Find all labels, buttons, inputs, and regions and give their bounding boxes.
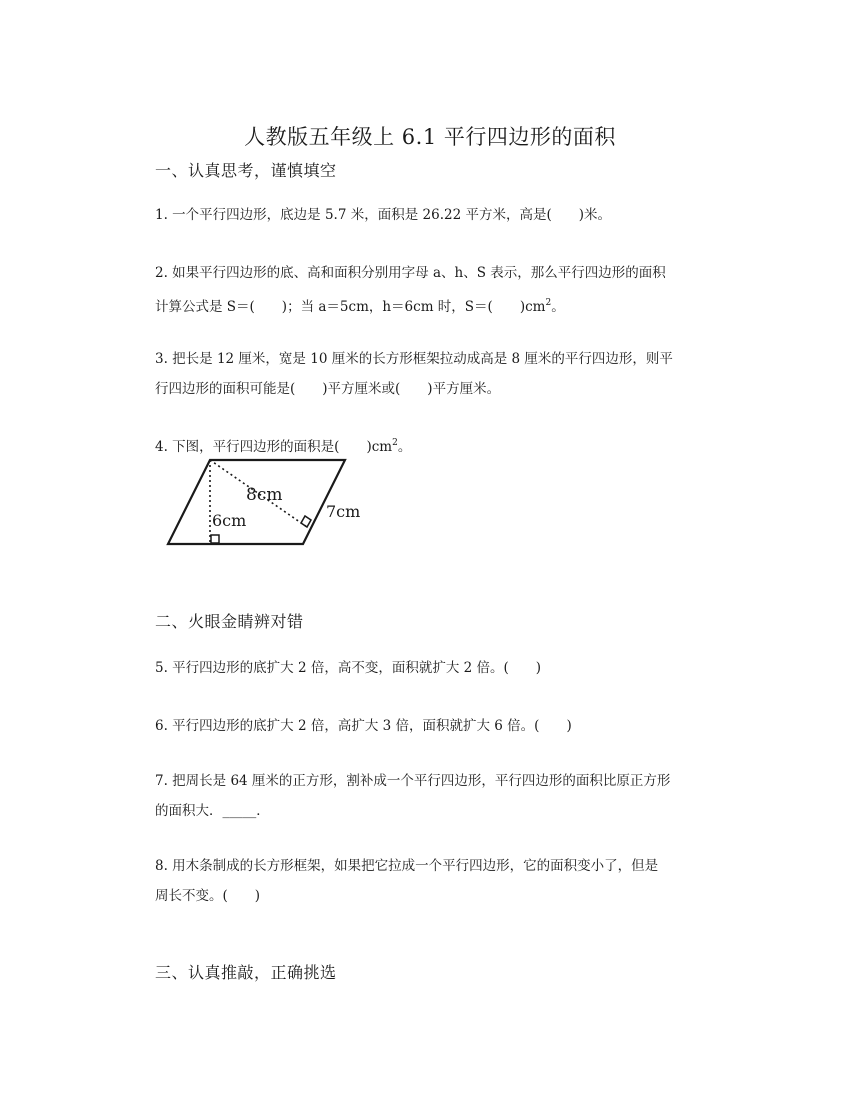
question-3 xyxy=(155,344,715,404)
page-title: 人教版五年级上 6.1 平行四边形的面积 xyxy=(244,125,616,149)
question-5: 5. 平行四边形的底扩大 2 倍，高不变，面积就扩大 2 倍。( ) xyxy=(155,660,542,676)
section-heading-multiple-choice: 三、认真推敲，正确挑选 xyxy=(155,963,337,982)
right-angle-mark-bottom xyxy=(211,535,219,543)
question-3-line-2: 行四边形的面积可能是( )平方厘米或( )平方厘米。 xyxy=(155,381,501,397)
question-2-superscript: 2 xyxy=(545,298,552,308)
question-7-line-1: 7. 把周长是 64 厘米的正方形，割补成一个平行四边形，平行四边形的面积比原正方形 xyxy=(155,773,671,789)
question-8-line-2: 周长不变。( ) xyxy=(155,888,261,904)
question-8 xyxy=(155,851,715,911)
height-label: 6cm xyxy=(212,511,247,530)
question-2 xyxy=(155,258,715,322)
question-2-line-2 xyxy=(155,288,715,322)
question-8-line-1: 8. 用木条制成的长方形框架，如果把它拉成一个平行四边形，它的面积变小了，但是 xyxy=(155,858,659,874)
question-4-end: 。 xyxy=(397,439,412,455)
question-4-superscript: 2 xyxy=(392,438,398,448)
parallelogram-figure xyxy=(160,452,370,552)
question-2-line-1: 2. 如果平行四边形的底、高和面积分别用字母 a、h、S 表示，那么平行四边形的面积 xyxy=(155,265,666,281)
question-6: 6. 平行四边形的底扩大 2 倍，高扩大 3 倍，面积就扩大 6 倍。( ) xyxy=(155,718,572,734)
diagonal-label: 8cm xyxy=(246,485,283,505)
side-label: 7cm xyxy=(326,502,361,521)
section-heading-fill-in: 一、认真思考，谨慎填空 xyxy=(155,161,337,180)
question-7-line-2: 的面积大．_____． xyxy=(155,803,270,819)
question-1: 1. 一个平行四边形，底边是 5.7 米，面积是 26.22 平方米，高是( )米。 xyxy=(155,207,611,223)
question-2-line-2-text: 计算公式是 S＝( )；当 a＝5cm，h＝6cm 时，S＝( )cm xyxy=(155,299,546,315)
question-7 xyxy=(155,766,715,826)
question-2-end: 。 xyxy=(551,299,565,315)
question-3-line-1: 3. 把长是 12 厘米，宽是 10 厘米的长方形框架拉动成高是 8 厘米的平行四边形，则平 xyxy=(155,351,673,367)
section-heading-true-false: 二、火眼金睛辨对错 xyxy=(155,612,304,631)
question-4-text: 4. 下图，平行四边形的面积是( )cm xyxy=(155,439,393,455)
